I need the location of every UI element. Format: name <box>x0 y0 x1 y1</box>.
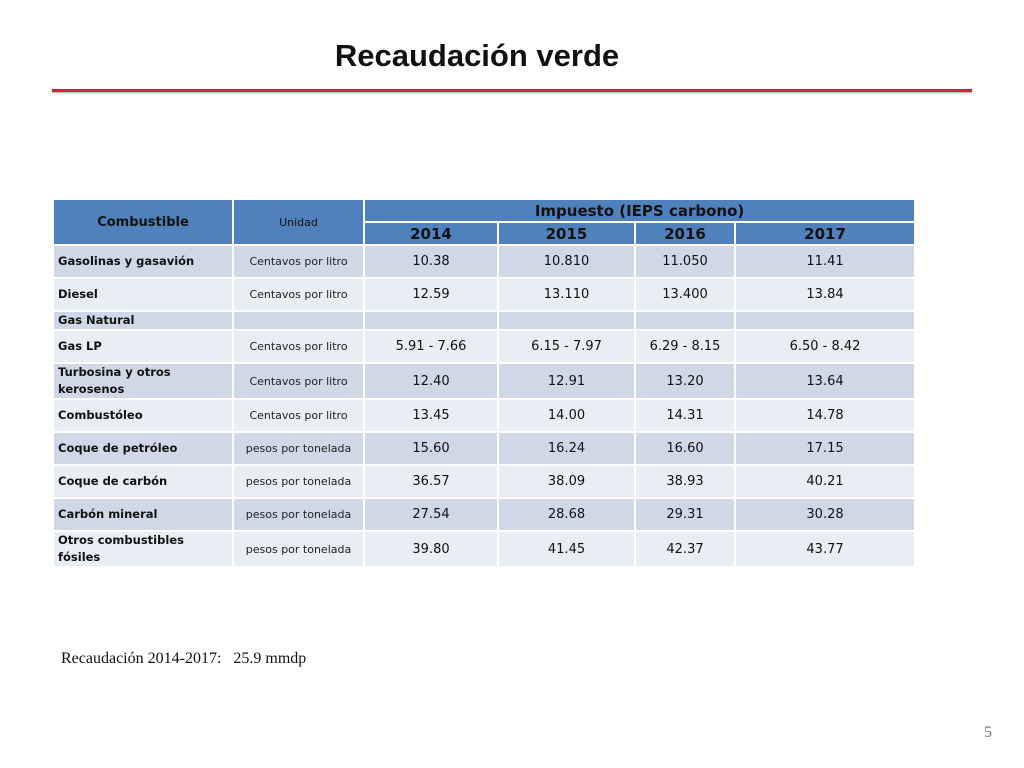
row-value-2017: 30.28 <box>735 498 915 531</box>
row-value-2017: 43.77 <box>735 531 915 567</box>
row-value-2014: 36.57 <box>364 465 498 498</box>
header-combustible: Combustible <box>53 199 233 245</box>
table-row <box>53 432 915 465</box>
slide-title: Recaudación verde <box>334 38 620 73</box>
table-row <box>53 363 915 399</box>
row-fuel-name: Gas LP <box>53 330 233 363</box>
row-value-2014: 10.38 <box>364 245 498 278</box>
header-year-2015: 2015 <box>498 222 635 245</box>
row-fuel-name: Carbón mineral <box>53 498 233 531</box>
row-value-2016: 42.37 <box>635 531 735 567</box>
row-value-2017: 17.15 <box>735 432 915 465</box>
row-value-2015: 10.810 <box>498 245 635 278</box>
table-row <box>53 311 915 330</box>
row-value-2014 <box>364 311 498 330</box>
ieps-carbon-table <box>52 198 916 568</box>
row-value-2015: 41.45 <box>498 531 635 567</box>
row-fuel-name: Coque de petróleo <box>53 432 233 465</box>
row-value-2014: 12.59 <box>364 278 498 311</box>
row-value-2015: 13.110 <box>498 278 635 311</box>
header-impuesto: Impuesto (IEPS carbono) <box>364 199 915 222</box>
row-value-2016: 38.93 <box>635 465 735 498</box>
row-value-2015: 6.15 - 7.97 <box>498 330 635 363</box>
row-fuel-name: Coque de carbón <box>53 465 233 498</box>
row-unit: Centavos por litro <box>233 330 364 363</box>
row-value-2015: 38.09 <box>498 465 635 498</box>
row-value-2016 <box>635 311 735 330</box>
row-unit: pesos por tonelada <box>233 465 364 498</box>
row-fuel-name: Gasolinas y gasavión <box>53 245 233 278</box>
row-unit: Centavos por litro <box>233 363 364 399</box>
row-value-2014: 13.45 <box>364 399 498 432</box>
row-unit: pesos por tonelada <box>233 531 364 567</box>
header-year-2016: 2016 <box>635 222 735 245</box>
row-value-2015: 28.68 <box>498 498 635 531</box>
row-fuel-name: Turbosina y otros kerosenos <box>53 363 233 399</box>
row-value-2016: 14.31 <box>635 399 735 432</box>
row-value-2014: 5.91 - 7.66 <box>364 330 498 363</box>
row-fuel-name: Otros combustibles fósiles <box>53 531 233 567</box>
row-value-2015: 16.24 <box>498 432 635 465</box>
row-value-2017: 13.64 <box>735 363 915 399</box>
row-value-2017 <box>735 311 915 330</box>
row-value-2014: 39.80 <box>364 531 498 567</box>
row-unit: Centavos por litro <box>233 245 364 278</box>
row-value-2015: 12.91 <box>498 363 635 399</box>
table-row <box>53 498 915 531</box>
row-value-2016: 13.400 <box>635 278 735 311</box>
row-fuel-name: Diesel <box>53 278 233 311</box>
row-value-2015: 14.00 <box>498 399 635 432</box>
row-value-2017: 11.41 <box>735 245 915 278</box>
table-row <box>53 465 915 498</box>
row-value-2017: 14.78 <box>735 399 915 432</box>
row-value-2014: 12.40 <box>364 363 498 399</box>
row-value-2017: 40.21 <box>735 465 915 498</box>
row-unit <box>233 311 364 330</box>
title-underline <box>52 89 972 92</box>
header-year-2017: 2017 <box>735 222 915 245</box>
row-fuel-name: Gas Natural <box>53 311 233 330</box>
row-value-2015 <box>498 311 635 330</box>
row-unit: pesos por tonelada <box>233 432 364 465</box>
row-value-2016: 6.29 - 8.15 <box>635 330 735 363</box>
header-unidad: Unidad <box>233 199 364 245</box>
row-value-2014: 27.54 <box>364 498 498 531</box>
page-number: 5 <box>984 724 992 741</box>
table-row <box>53 531 915 567</box>
row-fuel-name: Combustóleo <box>53 399 233 432</box>
revenue-summary: Recaudación 2014-2017: 25.9 mmdp <box>61 650 307 667</box>
row-unit: pesos por tonelada <box>233 498 364 531</box>
row-value-2016: 11.050 <box>635 245 735 278</box>
row-value-2014: 15.60 <box>364 432 498 465</box>
table-row <box>53 278 915 311</box>
row-value-2017: 13.84 <box>735 278 915 311</box>
row-unit: Centavos por litro <box>233 399 364 432</box>
row-value-2016: 16.60 <box>635 432 735 465</box>
table-row <box>53 399 915 432</box>
header-year-2014: 2014 <box>364 222 498 245</box>
table-row <box>53 330 915 363</box>
row-unit: Centavos por litro <box>233 278 364 311</box>
table-row <box>53 245 915 278</box>
row-value-2017: 6.50 - 8.42 <box>735 330 915 363</box>
row-value-2016: 13.20 <box>635 363 735 399</box>
row-value-2016: 29.31 <box>635 498 735 531</box>
